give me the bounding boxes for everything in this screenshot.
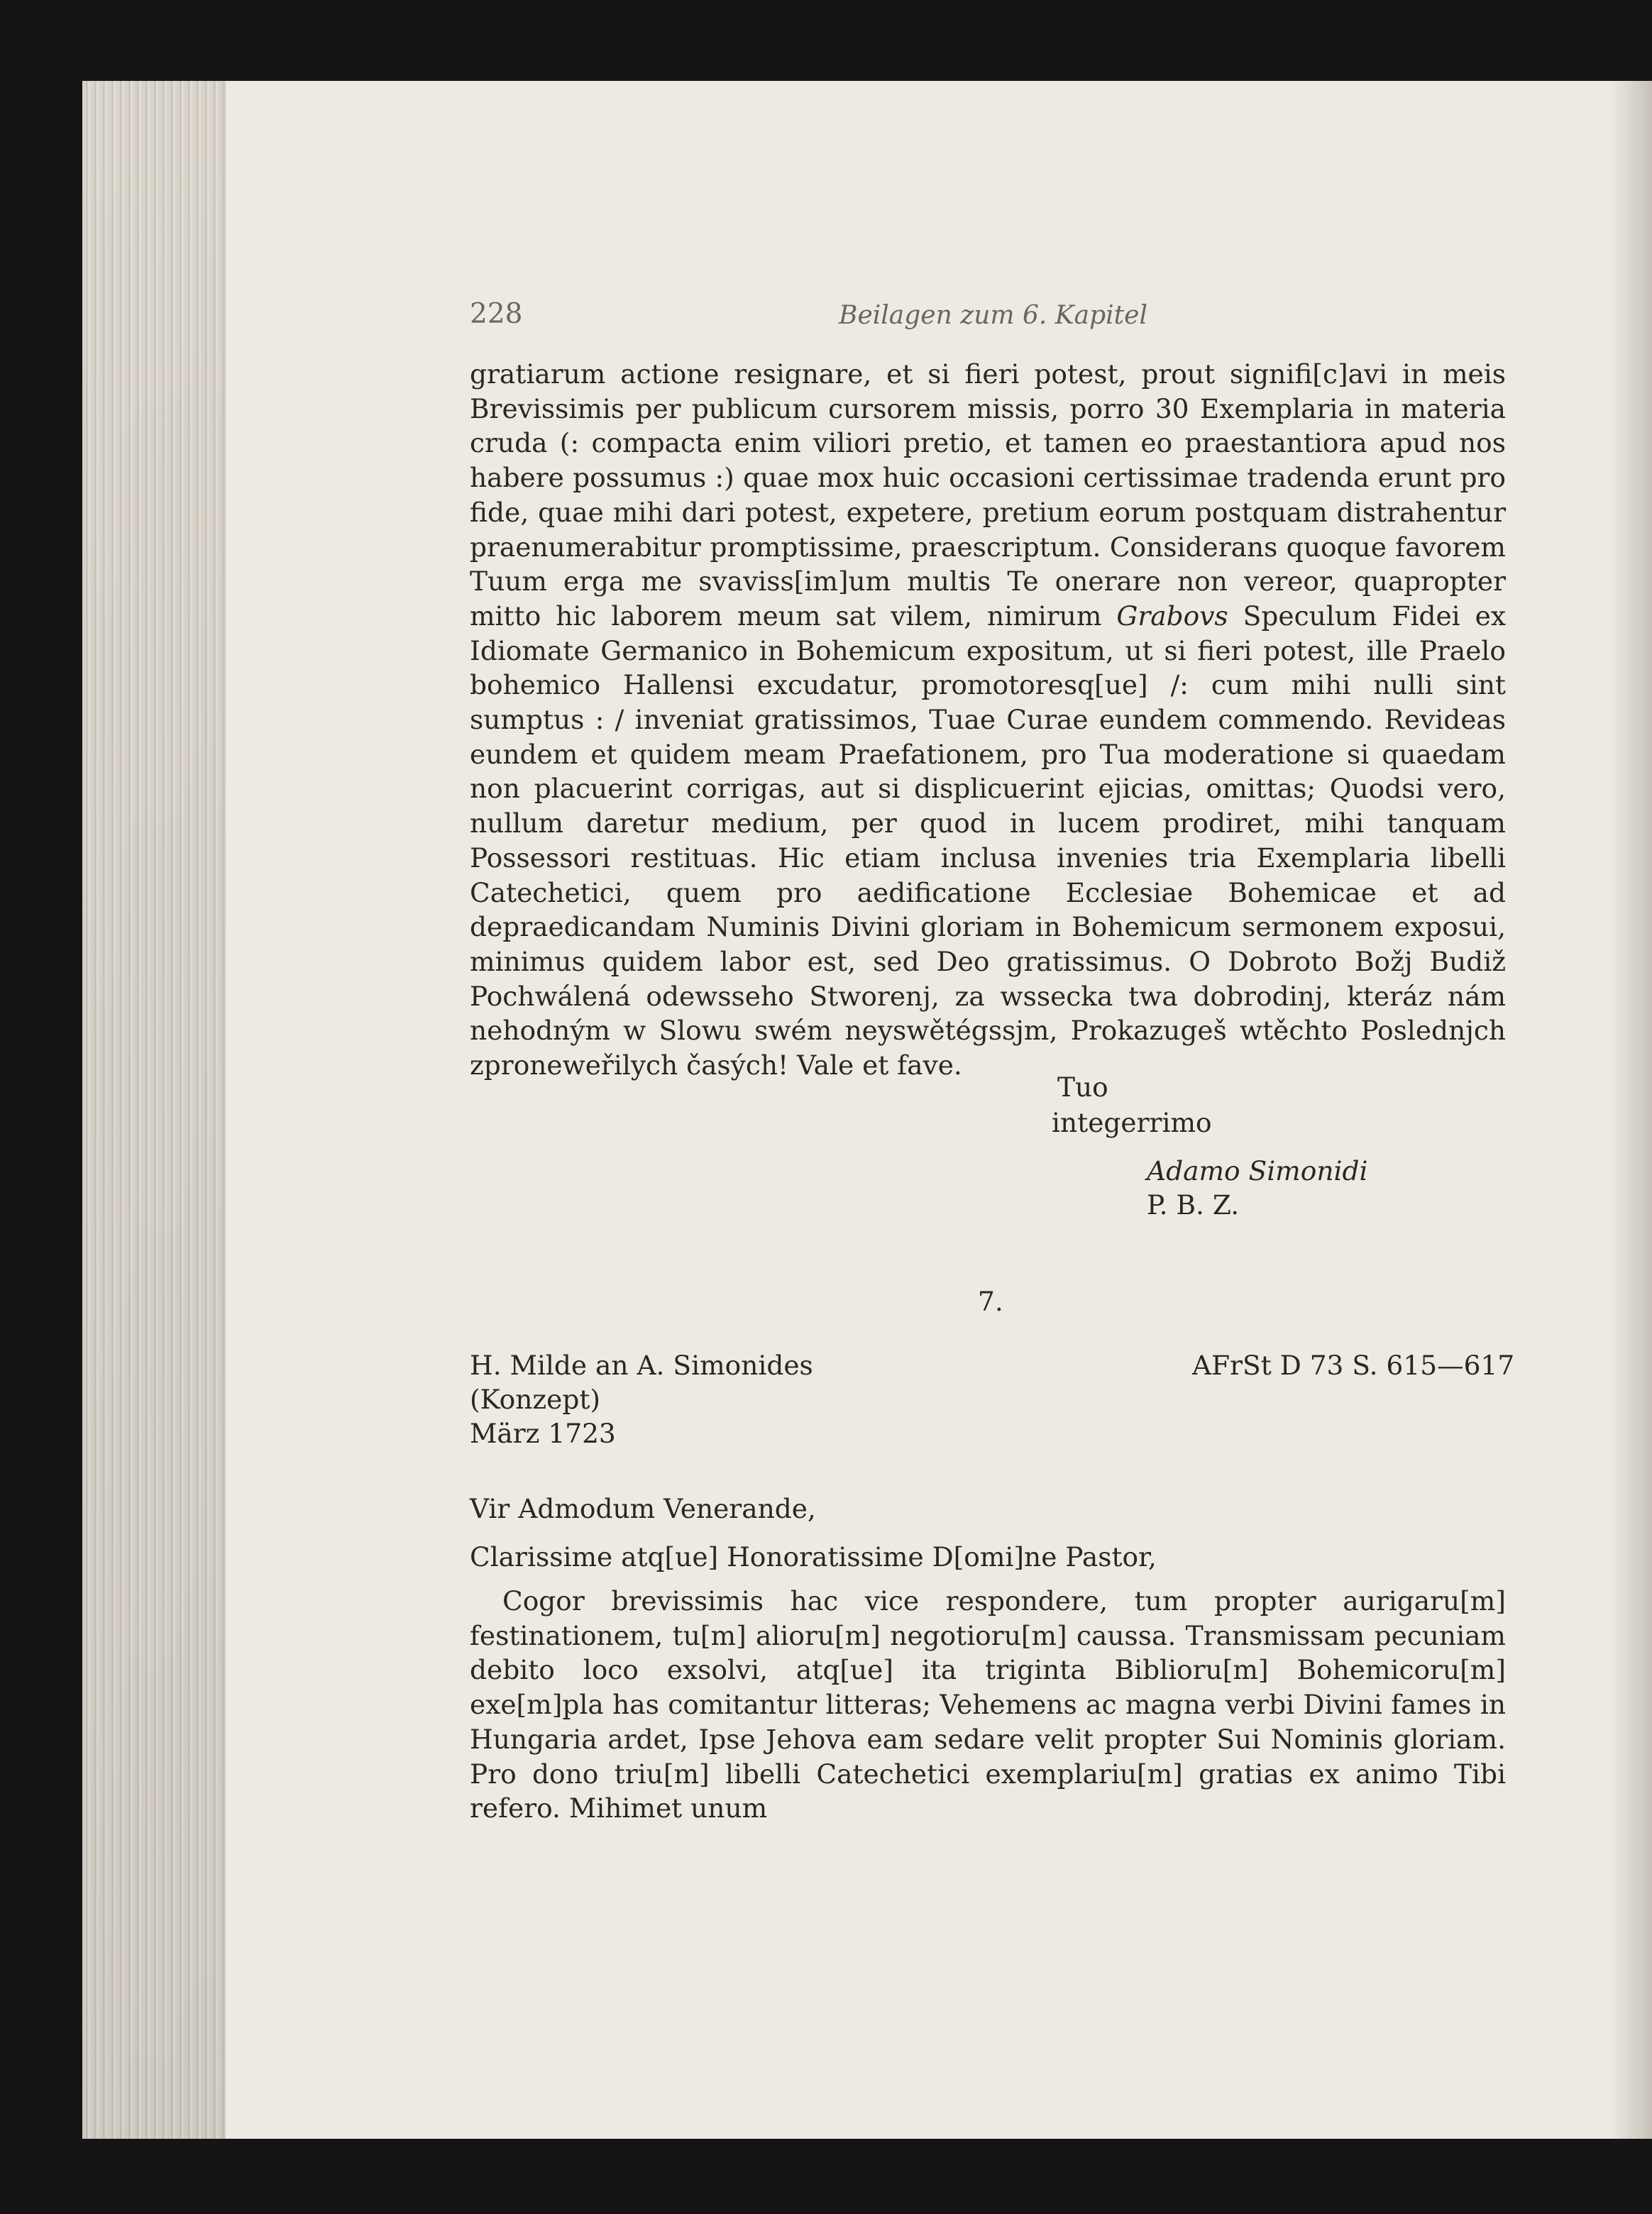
- closing-line-1: Tuo: [1057, 1072, 1108, 1103]
- document-body: Cogor brevissimis hac vice respondere, tum propter aurigaru[m] festinationem, tu[m] alioru[m] negotioru[m] caussa. Transmissam pecuniam debito loco exsolvi, atq[ue] ita triginta Biblioru[m] Bohemicoru[m] exe[m]pla has comitantur litteras; Vehemens ac magna verbi Divini fames in Hungaria ardet, Ipse Jehova eam sedare velit propter Sui Nominis gloriam. Pro dono triu[m] libelli Catechetici exemplariu[m] gratias ex animo Tibi refero. Mihimet unum: [470, 1585, 1506, 1824]
- letter-text-part-1: gratiarum actione resignare, et si fieri potest, prout signifi[c]avi in meis Brevissimis per publicum cursorem missis, porro 30 Exemplaria in materia cruda (: compacta enim viliori pretio, et tamen eo praestantiora apud nos habere possumus :) quae mox huic occasioni certissimae tradenda erunt pro fide, quae mihi dari potest, expetere, pretium eorum postquam distrahentur praenumerabitur promptissime, praescriptum. Considerans quoque favorem Tuum erga me svaviss[im]um multis Te onerare non vereor, quapropter mitto hic laborem meum sat vilem, nimirum: [470, 358, 1506, 632]
- closing-line-2: integerrimo: [1052, 1107, 1212, 1138]
- page-number: 228: [470, 298, 523, 330]
- archive-reference: AFrSt D 73 S. 615—617: [1192, 1350, 1515, 1381]
- document-number: 7.: [978, 1286, 1003, 1317]
- signature-initials: P. B. Z.: [1147, 1189, 1240, 1221]
- salutation-2: Clarissime atq[ue] Honoratissime D[omi]ne Pastor,: [470, 1541, 1157, 1573]
- document-meta-left: [470, 1348, 813, 1450]
- sender-recipient: H. Milde an A. Simonides: [470, 1350, 813, 1381]
- letter-continuation: [470, 357, 1506, 1083]
- document-date: März 1723: [470, 1418, 616, 1449]
- page-header: [470, 298, 1506, 341]
- letter-text-part-2: Speculum Fidei ex Idiomate Germanico in Bohemicum expositum, ut si fieri potest, ille Praelo bohemico Hallensi excudatur, promotoresq[ue] /: cum mihi nulli sint sumptus : / inveniat gratissimos, Tuae Curae eundem commendo. Revideas eundem et quidem meam Praefationem, pro Tua moderatione si quaedam non placuerint corrigas, aut si displicuerint ejicias, omittas; Quodsi vero, nullum daretur medium, per quod in lucem prodiret, mihi tanquam Possessori restituas. Hic etiam inclusa invenies tria Exemplaria libelli Catechetici, quem pro aedificatione Ecclesiae Bohemicae et ad depraedicandam Numinis Divini gloriam in Bohemicum sermonem exposui, minimus quidem labor est, sed Deo gratissimus. O Dobroto Božj Budiž Pochwálená odewsseho Stworenj, za wssecka twa dobrodinj, kteráz nám nehodným w Slowu swém neyswětégssjm, Prokazugeš wtěchto Poslednjch zproneweřilych časých! Vale et fave.: [470, 600, 1506, 1081]
- running-head: Beilagen zum 6. Kapitel: [839, 301, 1147, 330]
- salutation-1: Vir Admodum Venerande,: [470, 1493, 816, 1524]
- italic-author-name: Grabovs: [1116, 600, 1228, 632]
- signature-name: Adamo Simonidi: [1147, 1155, 1368, 1186]
- draft-note: (Konzept): [470, 1384, 601, 1415]
